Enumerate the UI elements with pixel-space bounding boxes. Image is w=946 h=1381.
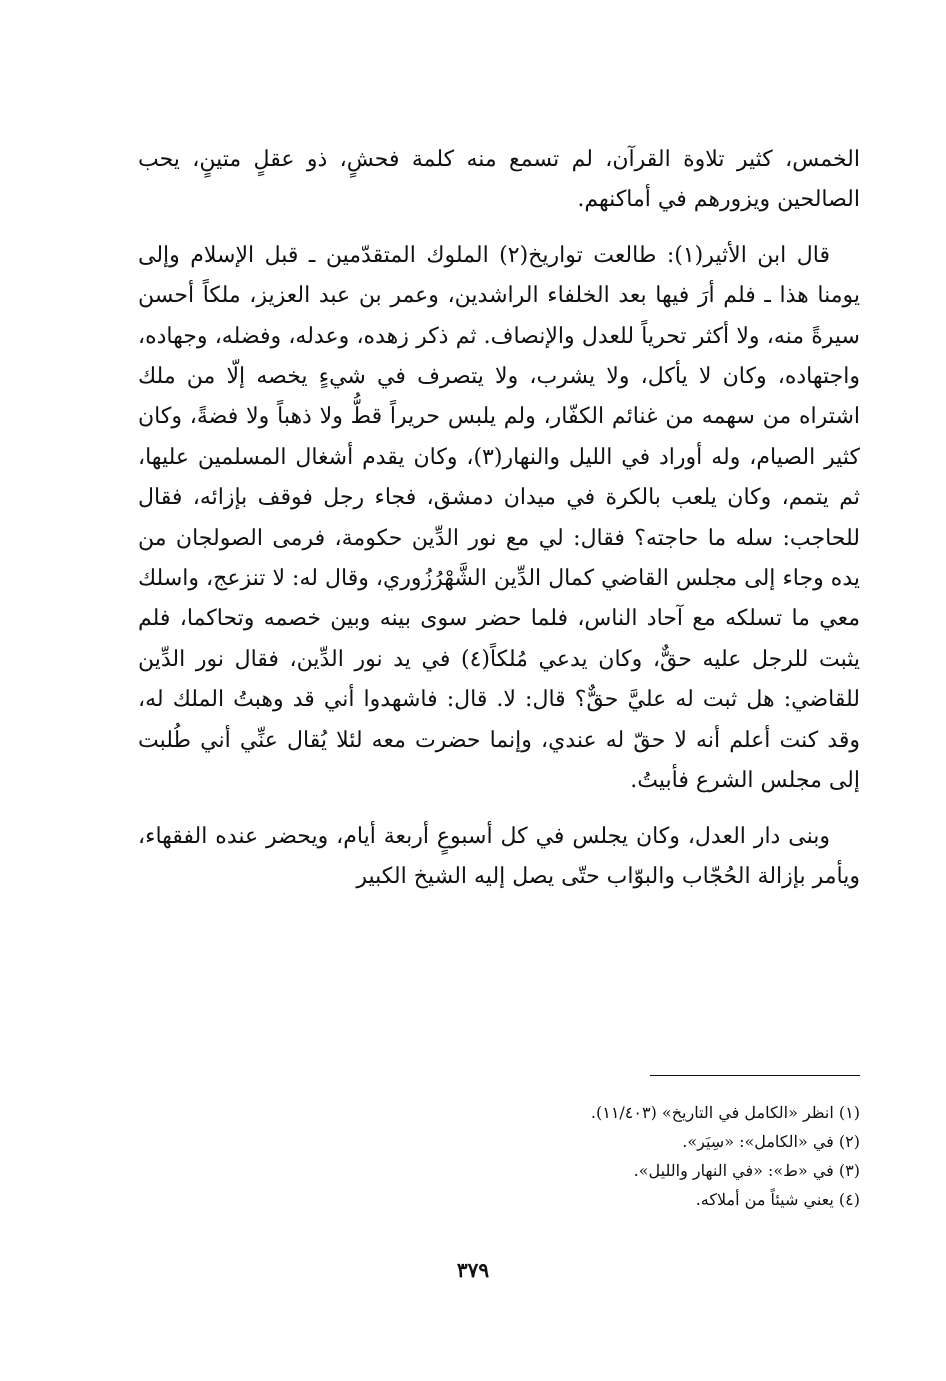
footnotes <box>138 1075 860 1214</box>
paragraph-2: قال ابن الأثير(١): طالعت تواريخ(٢) الملوك المتقدّمين ـ قبل الإسلام وإلى يومنا هذا ـ فلم أرَ فيها بعد الخلفاء الراشدين، وعمر بن عبد العزيز، ملكاً أحسن سيرةً منه، ولا أكثر تحرياً للعدل والإنصاف. ثم ذكر زهده، وعدله، وفضله، وجهاده، واجتهاده، وكان لا يأكل، ولا يشرب، ولا يتصرف في شيءٍ يخصه إلّا من ملك اشتراه من سهمه من غنائم الكفّار، ولم يلبس حريراً قطُّ ولا ذهباً ولا فضةً، وكان كثير الصيام، وله أوراد في الليل والنهار(٣)، وكان يقدم أشغال المسلمين عليها، ثم يتمم، وكان يلعب بالكرة في ميدان دمشق، فجاء رجل فوقف بإزائه، فقال للحاجب: سله ما حاجته؟ فقال: لي مع نور الدِّين حكومة، فرمى الصولجان من يده وجاء إلى مجلس القاضي كمال الدِّين الشَّهْرُزُوري، وقال له: لا تنزعج، واسلك معي ما تسلكه مع آحاد الناس، فلما حضر سوى بينه وبين خصمه وتحاكما، فلم يثبت للرجل عليه حقٌّ، وكان يدعي مُلكاً(٤) في يد نور الدِّين، فقال نور الدِّين للقاضي: هل ثبت له عليَّ حقٌّ؟ قال: لا. قال: فاشهدوا أني قد وهبتُ الملك له، وقد كنت أعلم أنه لا حقّ له عندي، وإنما حضرت معه لئلا يُقال عنِّي أني طُلبت إلى مجلس الشرع فأبيتُ. <box>138 242 861 794</box>
paragraph-3: وبنى دار العدل، وكان يجلس في كل أسبوعٍ أربعة أيام، ويحضر عنده الفقهاء، ويأمر بإزالة الحُجّاب والبوّاب حتّى يصل إليه الشيخ الكبير <box>138 823 860 889</box>
page-number: ٣٧٩ <box>456 1258 490 1282</box>
footnote-separator <box>650 1075 860 1076</box>
footnote-3: (٣) في «ط»: «في النهار والليل». <box>633 1161 860 1180</box>
footnote-1: (١) انظر «الكامل في التاريخ» (١١/٤٠٣). <box>590 1103 860 1122</box>
main-text <box>138 140 860 897</box>
paragraph-1: الخمس، كثير تلاوة القرآن، لم تسمع منه كلمة فحشٍ، ذو عقلٍ متينٍ، يحب الصالحين ويزورهم في أماكنهم. <box>138 147 860 213</box>
document-page <box>138 140 860 897</box>
footnote-2: (٢) في «الكامل»: «سِيَر». <box>682 1132 860 1151</box>
footnote-4: (٤) يعني شيئاً من أملاكه. <box>695 1190 860 1209</box>
